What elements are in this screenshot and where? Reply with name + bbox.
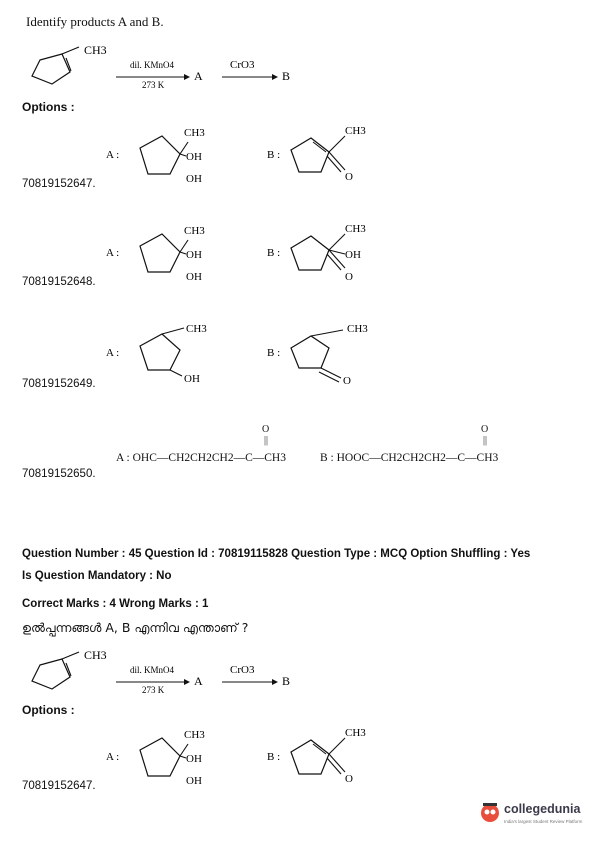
logo-name: collegedunia bbox=[504, 802, 581, 816]
reagent2: CrO3 bbox=[230, 59, 255, 71]
options-heading: Options : bbox=[22, 100, 75, 114]
svg-text:CH3: CH3 bbox=[345, 223, 366, 235]
option-id: 70819152648. bbox=[22, 276, 96, 288]
reagent1-bottom: 273 K bbox=[142, 80, 165, 90]
svg-text:OH: OH bbox=[186, 753, 202, 765]
svg-text:CH3: CH3 bbox=[184, 729, 205, 741]
question-prompt: Identify products A and B. bbox=[26, 14, 164, 29]
svg-text:CH3: CH3 bbox=[345, 727, 366, 739]
question-meta-line1: Question Number : 45 Question Id : 70819115828 Question Type : MCQ Option Shuffling : Yes bbox=[22, 548, 531, 560]
svg-text:A :: A : bbox=[106, 149, 120, 161]
cyclopentene-structure bbox=[32, 652, 79, 689]
reaction-scheme-2 bbox=[24, 643, 324, 703]
product-b-label: B bbox=[282, 69, 291, 83]
option2-b-structure bbox=[265, 218, 405, 288]
option3-a-structure bbox=[100, 318, 240, 390]
option-3[interactable] bbox=[0, 318, 595, 398]
option-id: 70819152650. bbox=[22, 468, 96, 480]
svg-text:CH3: CH3 bbox=[345, 125, 366, 137]
option-id: 70819152647. bbox=[22, 780, 96, 792]
mascot-icon bbox=[478, 800, 502, 824]
q2-option1-b-structure bbox=[265, 722, 405, 792]
options-heading: Options : bbox=[22, 703, 75, 717]
svg-text:O: O bbox=[343, 375, 351, 387]
svg-text:CH3: CH3 bbox=[184, 225, 205, 237]
option1-b-structure bbox=[265, 120, 405, 190]
question-prompt-malayalam: ഉൽപ്പന്നങ്ങൾ A, B എന്നിവ എന്താണ് ? bbox=[22, 620, 249, 635]
svg-text:B :: B : bbox=[267, 347, 281, 359]
cyclopentene-structure bbox=[32, 47, 79, 84]
svg-text:O: O bbox=[345, 271, 353, 283]
q2-option1-a-structure bbox=[100, 722, 240, 792]
svg-text:CH3: CH3 bbox=[184, 127, 205, 139]
svg-text:OH: OH bbox=[186, 271, 202, 283]
option-id: 70819152647. bbox=[22, 178, 96, 190]
svg-text:OH: OH bbox=[186, 249, 202, 261]
option4-product-b: B : HOOC—CH2CH2CH2—C—CH3 bbox=[320, 452, 499, 464]
substituent-label: CH3 bbox=[84, 43, 107, 57]
svg-text:OH: OH bbox=[184, 373, 200, 385]
svg-text:A: A bbox=[194, 674, 203, 688]
collegedunia-logo bbox=[478, 800, 588, 830]
svg-text:CH3: CH3 bbox=[347, 323, 368, 335]
question-meta-line2: Is Question Mandatory : No bbox=[22, 570, 172, 582]
svg-text:OH: OH bbox=[186, 775, 202, 787]
svg-text:B :: B : bbox=[267, 751, 281, 763]
option-4[interactable]: O || O || A : OHC—CH2CH2CH2—C—CH3 B : HOOC—CH2CH2CH2—C—CH3 70819152650. bbox=[22, 424, 499, 480]
reaction-scheme bbox=[24, 38, 324, 98]
svg-text:OH: OH bbox=[186, 173, 202, 185]
reagent1-top: dil. KMnO4 bbox=[130, 60, 175, 70]
svg-text:OH: OH bbox=[186, 151, 202, 163]
svg-text:CH3: CH3 bbox=[186, 323, 207, 335]
option-1[interactable] bbox=[0, 120, 595, 200]
option1-a-structure bbox=[100, 120, 240, 190]
q2-option-1[interactable] bbox=[0, 722, 595, 802]
question-meta-line3: Correct Marks : 4 Wrong Marks : 1 bbox=[22, 598, 209, 610]
svg-text:A :: A : bbox=[106, 247, 120, 259]
svg-text:273 K: 273 K bbox=[142, 685, 165, 695]
svg-text:A :: A : bbox=[106, 347, 120, 359]
svg-text:O: O bbox=[345, 773, 353, 785]
svg-text:A :: A : bbox=[106, 751, 120, 763]
svg-text:O: O bbox=[345, 171, 353, 183]
svg-text:CH3: CH3 bbox=[84, 648, 107, 662]
option2-a-structure bbox=[100, 218, 240, 288]
product-a-label: A bbox=[194, 69, 203, 83]
svg-text:dil. KMnO4: dil. KMnO4 bbox=[130, 665, 175, 675]
option4-product-a: A : OHC—CH2CH2CH2—C—CH3 bbox=[116, 452, 286, 464]
logo-tagline: India's largest Student Review Platform bbox=[504, 819, 583, 824]
svg-text:CrO3: CrO3 bbox=[230, 664, 255, 676]
svg-text:OH: OH bbox=[345, 249, 361, 261]
svg-text:B :: B : bbox=[267, 149, 281, 161]
option-id: 70819152649. bbox=[22, 378, 96, 390]
option-2[interactable] bbox=[0, 218, 595, 298]
svg-text:B :: B : bbox=[267, 247, 281, 259]
svg-text:B: B bbox=[282, 674, 291, 688]
option3-b-structure bbox=[265, 318, 405, 390]
